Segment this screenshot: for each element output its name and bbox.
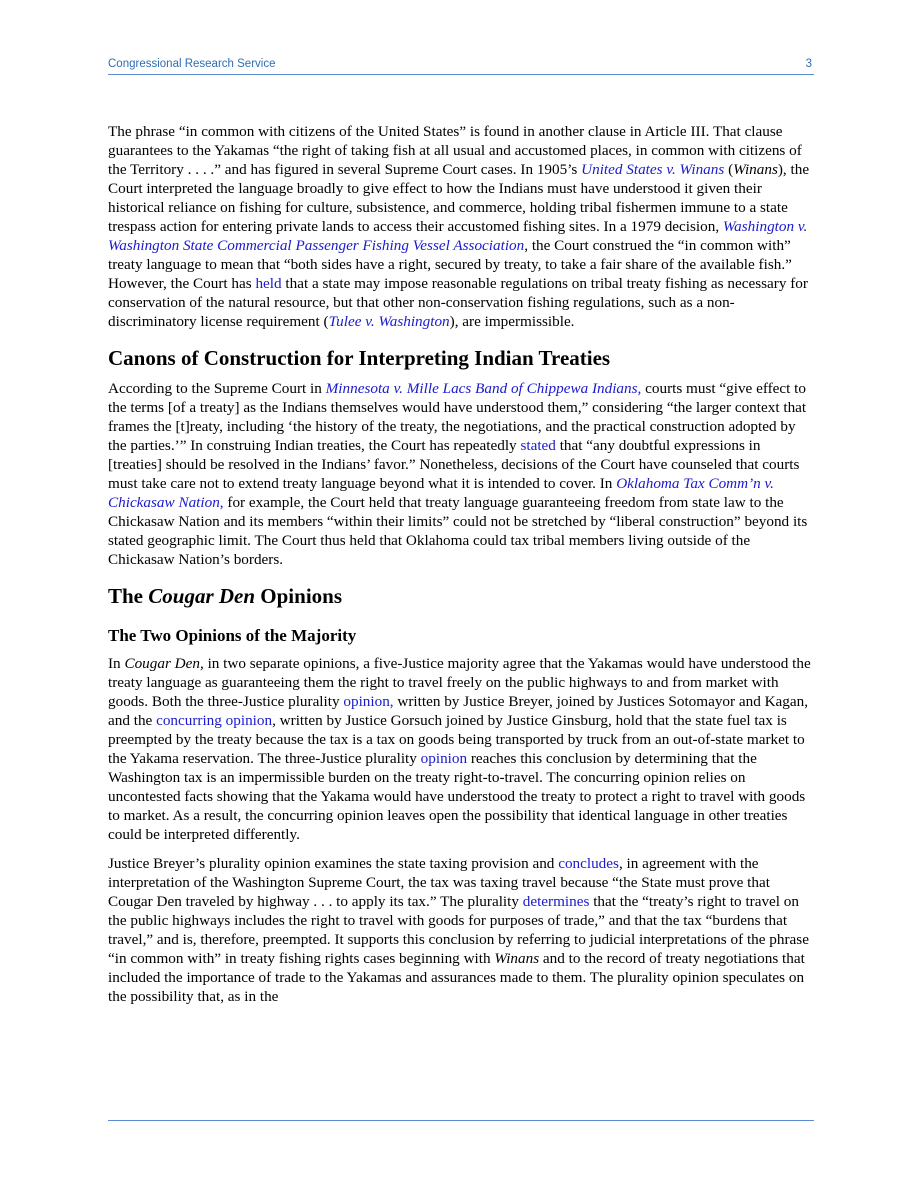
- heading-text: Opinions: [255, 584, 343, 608]
- heading-text: The: [108, 584, 149, 608]
- text-span: reaches this conclusion by determining that the Washington tax is an impermissible burden on the treaty right-to-travel. The concurring opinion relies on uncontested facts showing that the Yakama would have understood the treaty to protect a right to travel with goods to market. As a result, the concurring opinion leaves open the possibility that identical language in other treaties could be interpreted differently.: [108, 750, 806, 843]
- paragraph-in-common: [108, 122, 816, 331]
- text-span: that a state may impose reasonable regulations on tribal treaty fishing as necessary for conservation of the natural resource, but that other non-conservation fishing regulations, such as a non-discriminatory license requirement (: [108, 275, 808, 330]
- header-source: Congressional Research Service: [108, 58, 276, 70]
- document-body: [108, 122, 816, 1016]
- text-span: The phrase “in common with citizens of the United States” is found in another clause in Article III. That clause guarantees to the Yakamas “the right of taking fish at all usual and accustomed places, in common with citizens of the Territory . . . .” and has figured in several Supreme Court cases. In 1905’s: [108, 123, 802, 178]
- case-name-winans: Winans: [733, 161, 778, 178]
- link-united-states-v-winans[interactable]: United States v. Winans: [581, 161, 725, 178]
- heading-case-name: Cougar Den: [148, 584, 256, 608]
- link-stated[interactable]: stated: [520, 437, 556, 454]
- text-span: ), the Court interpreted the language broadly to give effect to how the Indians must have understood it given their historical reliance on fishing for culture, subsistence, and commerce, holding tribal fishermen immune to a state trespass action for entering private lands to access their accustomed fishing sites. In a 1979 decision,: [108, 161, 810, 235]
- text-span: , the Court construed the “in common with” treaty language to mean that “both sides have a right, secured by treaty, to take a fair share of the available fish.” However, the Court has: [108, 237, 792, 292]
- link-comma[interactable]: ,: [389, 693, 394, 710]
- heading-cougar-den-opinions: [108, 583, 816, 609]
- link-plurality-opinion[interactable]: opinion: [343, 693, 390, 710]
- link-oklahoma-tax-comm[interactable]: Oklahoma Tax Comm’n v. Chickasaw Nation,: [108, 475, 774, 511]
- case-name-winans: Winans: [494, 950, 540, 967]
- text-span: According to the Supreme Court in: [108, 380, 326, 397]
- header-divider: [108, 74, 814, 75]
- link-determines[interactable]: determines: [522, 893, 590, 910]
- case-name-cougar-den: Cougar Den,: [124, 655, 204, 672]
- text-span: for example, the Court held that treaty language guaranteeing freedom from state law to the Chickasaw Nation and its members “within their limits” could not be stretched by “liberal construction” beyond its stated geographic limit. The Court thus held that Oklahoma could tax tribal members living outside of the Chickasaw Nation’s borders.: [108, 494, 808, 568]
- text-span: and to the record of treaty negotiations that included the importance of trade to the Yakamas and assurances made to them. The plurality opinion speculates on the possibility that, as in the: [108, 950, 805, 1005]
- text-span: (: [724, 161, 734, 178]
- paragraph-canons: [108, 379, 816, 569]
- heading-canons-of-construction: Canons of Construction for Interpreting Indian Treaties: [108, 346, 611, 370]
- text-span: that the “treaty’s right to travel on the public highways includes the right to travel with goods for purposes of trade,” and that the tax “burdens that travel,” and is, therefore, preempted. It supports this conclusion by referring to judicial interpretations of the phrase “in common with” in treaty fishing rights cases beginning with: [108, 893, 809, 967]
- link-plurality-opinion-2[interactable]: opinion: [420, 750, 468, 767]
- link-tulee-v-washington[interactable]: Tulee v. Washington: [328, 313, 450, 330]
- text-span: ), are impermissible.: [449, 313, 575, 330]
- text-span: that “any doubtful expressions in [treaties] should be resolved in the Indians’ favor.” Nonetheless, decisions of the Court have counseled that courts must take care not to extend treaty language beyond what it is intended to cover. In: [108, 437, 800, 492]
- text-span: written by Justice Breyer, joined by Justices Sotomayor and Kagan, and the: [108, 693, 809, 729]
- footer-divider: [108, 1120, 814, 1121]
- text-span: In: [108, 655, 125, 672]
- text-span: , in agreement with the interpretation of the Washington Supreme Court, the tax was taxing travel because “the State must prove that Cougar Den traveled by highway . . . to apply its tax.” The plurality: [108, 855, 770, 910]
- link-washington-v-fishing-vessel[interactable]: Washington v. Washington State Commercial Passenger Fishing Vessel Association: [108, 218, 808, 254]
- page-number: 3: [805, 58, 812, 70]
- text-span: , written by Justice Gorsuch joined by Justice Ginsburg, hold that the state fuel tax is preempted by the treaty because the tax is a tax on goods being transported by truck from an out-of-state market to the Yakama reservation. The three-Justice plurality: [108, 712, 805, 767]
- subheading-two-opinions: The Two Opinions of the Majority: [108, 626, 357, 645]
- link-concludes[interactable]: concludes: [558, 855, 619, 872]
- text-span: courts must “give effect to the terms [of a treaty] as the Indians themselves would have understood them,” considering “the larger context that frames the [t]reaty, including ‘the history of the treaty, the negotiations, and the practical construction adopted by the parties.’” In construing Indian treaties, the Court has repeatedly: [108, 380, 807, 454]
- link-concurring-opinion[interactable]: concurring opinion: [156, 712, 273, 729]
- text-span: Justice Breyer’s plurality opinion examines the state taxing provision and: [108, 855, 559, 872]
- link-held[interactable]: held: [255, 275, 282, 292]
- text-span: in two separate opinions, a five-Justice majority agree that the Yakamas would have understood the treaty language as guaranteeing them the right to travel freely on the public highways to and from market with goods. Both the three-Justice plurality: [108, 655, 811, 710]
- link-minnesota-v-mille-lacs[interactable]: Minnesota v. Mille Lacs Band of Chippewa Indians,: [325, 380, 642, 397]
- page-header: [108, 58, 814, 74]
- paragraph-breyer-plurality: [108, 854, 816, 1006]
- paragraph-majority: [108, 654, 816, 844]
